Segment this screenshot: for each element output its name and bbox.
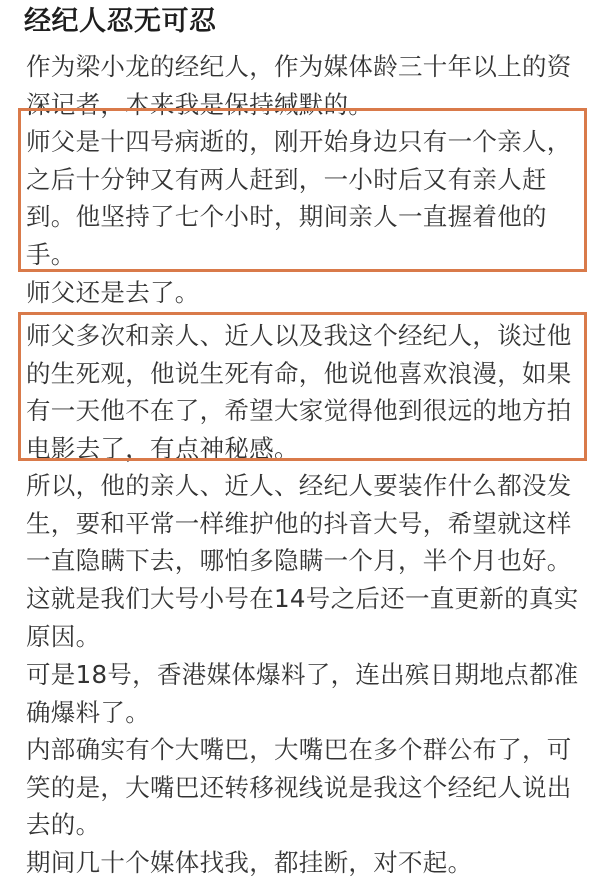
text-line: 师父多次和亲人、近人以及我这个经纪人，谈过他 bbox=[26, 321, 572, 350]
text-line: 生，要和平常一样维护他的抖音大号，希望就这样 bbox=[26, 508, 572, 538]
text-line: 电影去了，有点神秘感。 bbox=[26, 433, 299, 463]
text-line: 确爆料了。 bbox=[26, 697, 150, 727]
paragraph-intro bbox=[26, 48, 586, 123]
text-line: 所以，他的亲人、近人、经纪人要装作什么都没发 bbox=[26, 471, 572, 500]
text-line: 可是18号，香港媒体爆料了，连出殡日期地点都准 bbox=[26, 660, 579, 689]
paragraph-view-on-life bbox=[26, 317, 586, 467]
text-line: 有一天他不在了，希望大家觉得他到很远的地方拍 bbox=[26, 396, 572, 426]
paragraph-gone bbox=[26, 274, 586, 312]
paragraph-leak bbox=[26, 656, 586, 731]
text-line: 去的。 bbox=[26, 810, 101, 840]
text-line: 的生死观，他说生死有命，他说他喜欢浪漫，如果 bbox=[26, 358, 572, 388]
text-line: 一直隐瞒下去，哪怕多隐瞒一个月，半个月也好。 bbox=[26, 546, 572, 576]
text-line: 手。 bbox=[26, 239, 76, 269]
text-line: 深记者，本来我是保持缄默的。 bbox=[26, 89, 374, 119]
text-line: 期间几十个媒体找我，都挂断，对不起。 bbox=[26, 848, 473, 877]
paragraph-big-mouth bbox=[26, 731, 586, 844]
paragraph-reason bbox=[26, 580, 586, 655]
text-line: 师父是十四号病逝的，刚开始身边只有一个亲人， bbox=[26, 127, 572, 156]
text-line: 师父还是去了。 bbox=[26, 278, 200, 307]
paragraph-concealment bbox=[26, 467, 586, 580]
text-line: 到。他坚持了七个小时，期间亲人一直握着他的 bbox=[26, 202, 547, 232]
text-line: 内部确实有个大嘴巴，大嘴巴在多个群公布了，可 bbox=[26, 735, 572, 764]
post-title: 经纪人忍无可忍 bbox=[24, 6, 217, 37]
paragraph-apology bbox=[26, 844, 586, 882]
text-line: 原因。 bbox=[26, 621, 101, 651]
text-line: 笑的是，大嘴巴还转移视线说是我这个经纪人说出 bbox=[26, 772, 572, 802]
text-line: 这就是我们大号小号在14号之后还一直更新的真实 bbox=[26, 584, 579, 613]
paragraph-passing bbox=[26, 123, 586, 273]
text-line: 作为梁小龙的经纪人，作为媒体龄三十年以上的资 bbox=[26, 52, 572, 81]
text-line: 之后十分钟又有两人赶到，一小时后又有亲人赶 bbox=[26, 164, 547, 194]
